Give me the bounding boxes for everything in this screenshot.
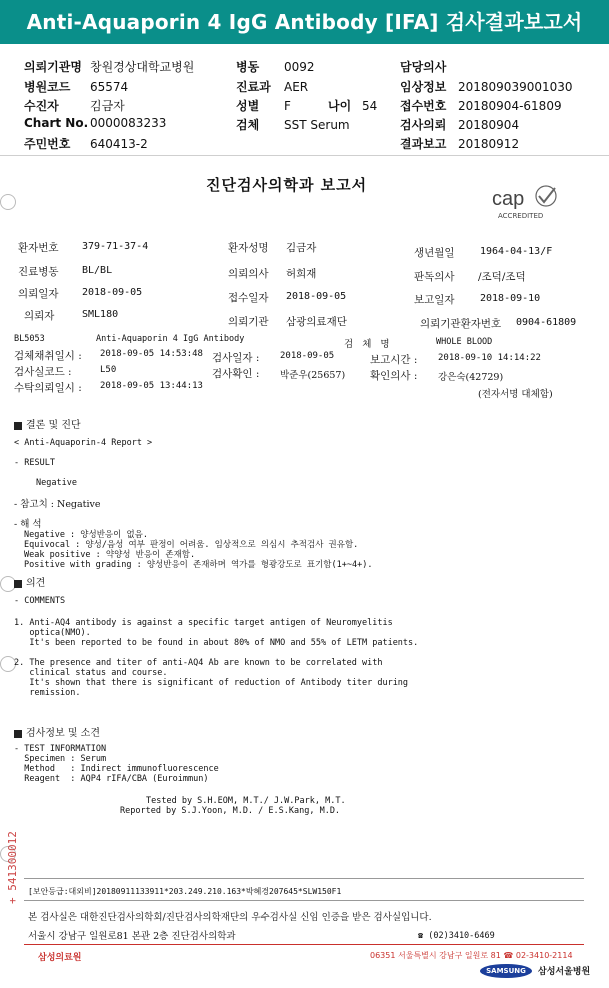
meta-value: 박준우(25657) — [280, 370, 346, 381]
row-label: 환자번호 — [18, 242, 59, 254]
comment-line: It's been reported to be found in about 80% of NMO and 55% of LETM patients. — [14, 638, 419, 648]
result-label: - RESULT — [14, 458, 55, 468]
divider — [24, 944, 584, 945]
row-value: 허희재 — [286, 268, 317, 280]
section-bullet-icon — [14, 580, 22, 588]
header-row — [24, 135, 148, 152]
header-row — [24, 97, 125, 114]
label: 병동 — [236, 60, 260, 74]
value: 20180904-61809 — [458, 99, 562, 113]
lab-phone: ☎ (02)3410-6469 — [418, 931, 495, 941]
comment-line: 2. The presence and titer of anti-AQ4 Ab are known to be correlated with — [14, 658, 383, 668]
header-row — [400, 116, 519, 133]
value: F — [284, 99, 291, 113]
value: 20180904 — [458, 118, 520, 132]
label: 접수번호 — [400, 99, 447, 113]
value: 640413-2 — [90, 137, 148, 151]
label: 임상정보 — [400, 80, 447, 94]
header-row — [24, 58, 194, 75]
esign-note: (전자서명 대체함) — [478, 389, 553, 400]
report-name: < Anti-Aquaporin-4 Report > — [14, 438, 153, 448]
section-testinfo — [14, 724, 100, 739]
value: 0000083233 — [90, 116, 167, 130]
testinfo-line: Specimen : Serum — [14, 754, 107, 764]
cap-sub: ACCREDITED — [498, 212, 544, 220]
header-row — [24, 116, 166, 130]
section-title: 결론 및 진단 — [26, 420, 81, 431]
comment-line: remission. — [14, 688, 81, 698]
meta-value: 2018-09-05 13:44:13 — [100, 381, 203, 391]
side-barcode-number: + 541300012 — [6, 831, 19, 904]
label: 성별 — [236, 99, 260, 113]
print-info: [보안등급:대외비]20180911133911*203.249.210.163*박혜경207645*SLW150F1 — [28, 887, 342, 896]
value: 65574 — [90, 80, 129, 94]
label: 결과보고 — [400, 137, 447, 151]
meta-label: 검체채취일시 : — [14, 350, 82, 362]
test-code: BL5053 — [14, 334, 45, 344]
hospital-name: 삼성서울병원 — [538, 967, 591, 977]
meta-value: L50 — [100, 365, 117, 375]
footer-org: 삼성의료원 — [38, 953, 82, 963]
label: 진료과 — [236, 80, 271, 94]
testinfo-line: Method : Indirect immunofluorescence — [14, 764, 219, 774]
label: 주민번호 — [24, 137, 71, 151]
row-value: 2018-09-05 — [286, 291, 347, 302]
section-conclusion — [14, 416, 81, 431]
comment-line: 1. Anti-AQ4 antibody is against a specific target antigen of Neuromyelitis — [14, 618, 393, 628]
meta-label: 수탁의뢰일시 : — [14, 382, 82, 394]
comment-line: clinical status and course. — [14, 668, 168, 678]
header-row — [400, 97, 562, 114]
comments-label: - COMMENTS — [14, 596, 66, 606]
section-bullet-icon — [14, 422, 22, 430]
comment-line: It's shown that there is significant of reduction of Antibody titer during — [14, 678, 409, 688]
row-value: 0904-61809 — [516, 317, 577, 328]
tested-by: Tested by S.H.EOM, M.T./ J.W.Park, M.T. — [146, 796, 346, 806]
row-value: 1964-04-13/F — [480, 246, 553, 257]
testinfo-line: Reagent : AQP4 rIFA/CBA (Euroimmun) — [14, 774, 209, 784]
row-value: BL/BL — [82, 265, 113, 276]
row-label: 환자성명 — [228, 242, 269, 254]
punch-hole-icon — [0, 194, 16, 210]
meta-label: 검사실코드 : — [14, 366, 72, 378]
row-value: SML180 — [82, 309, 119, 320]
meta-label: 검사확인 : — [212, 368, 260, 380]
divider — [0, 155, 609, 156]
label: 병원코드 — [24, 80, 71, 94]
label: 검사의뢰 — [400, 118, 447, 132]
reference-value: - 참고치 : Negative — [14, 499, 101, 510]
samsung-logo: SAMSUNG — [480, 964, 532, 978]
value: 20180912 — [458, 137, 520, 151]
meta-value: 강은숙(42729) — [438, 372, 504, 383]
result-value: Negative — [36, 478, 77, 488]
specimen-label: 검 체 명 — [344, 339, 393, 350]
interpretation-line: Positive with grading : 양성반응이 존재하며 역가를 형광강도로 표기함(1+~4+). — [24, 560, 373, 570]
header-row — [236, 97, 377, 114]
section-bullet-icon — [14, 730, 22, 738]
interpretation-line: Weak positive : 약양성 반응이 존재함. — [24, 550, 196, 560]
test-name: Anti-Aquaporin 4 IgG Antibody — [96, 334, 245, 344]
row-label: 진료병동 — [18, 266, 59, 278]
cap-logo — [490, 182, 570, 222]
row-label: 의뢰기관 — [228, 316, 269, 328]
row-label: 보고일자 — [414, 294, 455, 306]
value: 201809039001030 — [458, 80, 573, 94]
meta-label: 확인의사 : — [370, 370, 418, 382]
comment-line: optica(NMO). — [14, 628, 91, 638]
row-label: 의뢰기관환자번호 — [420, 318, 502, 330]
value: 0092 — [284, 60, 315, 74]
label: Chart No. — [24, 116, 89, 130]
specimen-value: WHOLE BLOOD — [436, 337, 493, 347]
interpretation-label: - 해 석 — [14, 519, 42, 530]
meta-value: 2018-09-10 14:14:22 — [438, 353, 541, 363]
label: 검체 — [236, 118, 260, 132]
row-value: 삼광의료재단 — [286, 316, 347, 328]
report-title: Anti-Aquaporin 4 IgG Antibody [IFA] 검사결과보고서 — [0, 0, 609, 44]
label: 수진자 — [24, 99, 59, 113]
report-heading: 진단검사의학과 보고서 — [206, 176, 368, 194]
row-label: 의뢰의사 — [228, 268, 269, 280]
row-label: 접수일자 — [228, 292, 269, 304]
section-title: 의견 — [26, 578, 46, 589]
interpretation-line: Equivocal : 양성/음성 여부 판정이 어려움. 임상적으로 의심시 추적검사 권유함. — [24, 540, 359, 550]
lab-address: 서울시 강남구 일원로81 본관 2층 진단검사의학과 — [28, 931, 236, 942]
row-label: 판독의사 — [414, 271, 455, 283]
divider — [24, 878, 584, 879]
section-title: 검사정보 및 소견 — [26, 728, 100, 739]
cap-text: cap — [492, 188, 525, 210]
meta-value: 2018-09-05 — [280, 351, 335, 361]
section-opinion — [14, 574, 45, 589]
header-row — [400, 135, 519, 152]
row-label: 의뢰일자 — [18, 288, 59, 300]
header-row — [24, 78, 128, 95]
row-label: 의뢰자 — [24, 310, 55, 322]
label: 의뢰기관명 — [24, 60, 82, 74]
header-row — [236, 78, 308, 95]
testinfo-line: - TEST INFORMATION — [14, 744, 107, 754]
label: 담당의사 — [400, 60, 447, 74]
value: 김금자 — [90, 99, 125, 113]
divider — [24, 900, 584, 901]
value: 창원경상대학교병원 — [90, 60, 195, 74]
header-row — [236, 116, 350, 133]
row-value: 379-71-37-4 — [82, 241, 149, 252]
header-row — [400, 78, 573, 95]
certification-text: 본 검사실은 대한진단검사의학회/진단검사의학재단의 우수검사실 신임 인증을 받은 검사실입니다. — [28, 912, 432, 923]
value: AER — [284, 80, 309, 94]
header-row — [236, 58, 315, 75]
row-label: 생년월일 — [414, 247, 455, 259]
value: SST Serum — [284, 118, 350, 132]
meta-label: 보고시간 : — [370, 354, 418, 366]
interpretation-line: Negative : 양성반응이 없음. — [24, 530, 149, 540]
meta-label: 검사일자 : — [212, 352, 260, 364]
reported-by: Reported by S.J.Yoon, M.D. / E.S.Kang, M.D. — [120, 806, 341, 816]
age-label: 나이 — [328, 99, 352, 113]
header-row — [400, 58, 458, 75]
age-value: 54 — [362, 99, 378, 113]
row-value: /조덕/조덕 — [478, 271, 526, 283]
meta-value: 2018-09-05 14:53:48 — [100, 349, 203, 359]
footer-address: 06351 서울특별시 강남구 일원로 81 ☎ 02-3410-2114 — [370, 951, 573, 960]
row-value: 2018-09-05 — [82, 287, 143, 298]
row-value: 김금자 — [286, 242, 317, 254]
row-value: 2018-09-10 — [480, 293, 541, 304]
scanned-report — [0, 158, 609, 988]
